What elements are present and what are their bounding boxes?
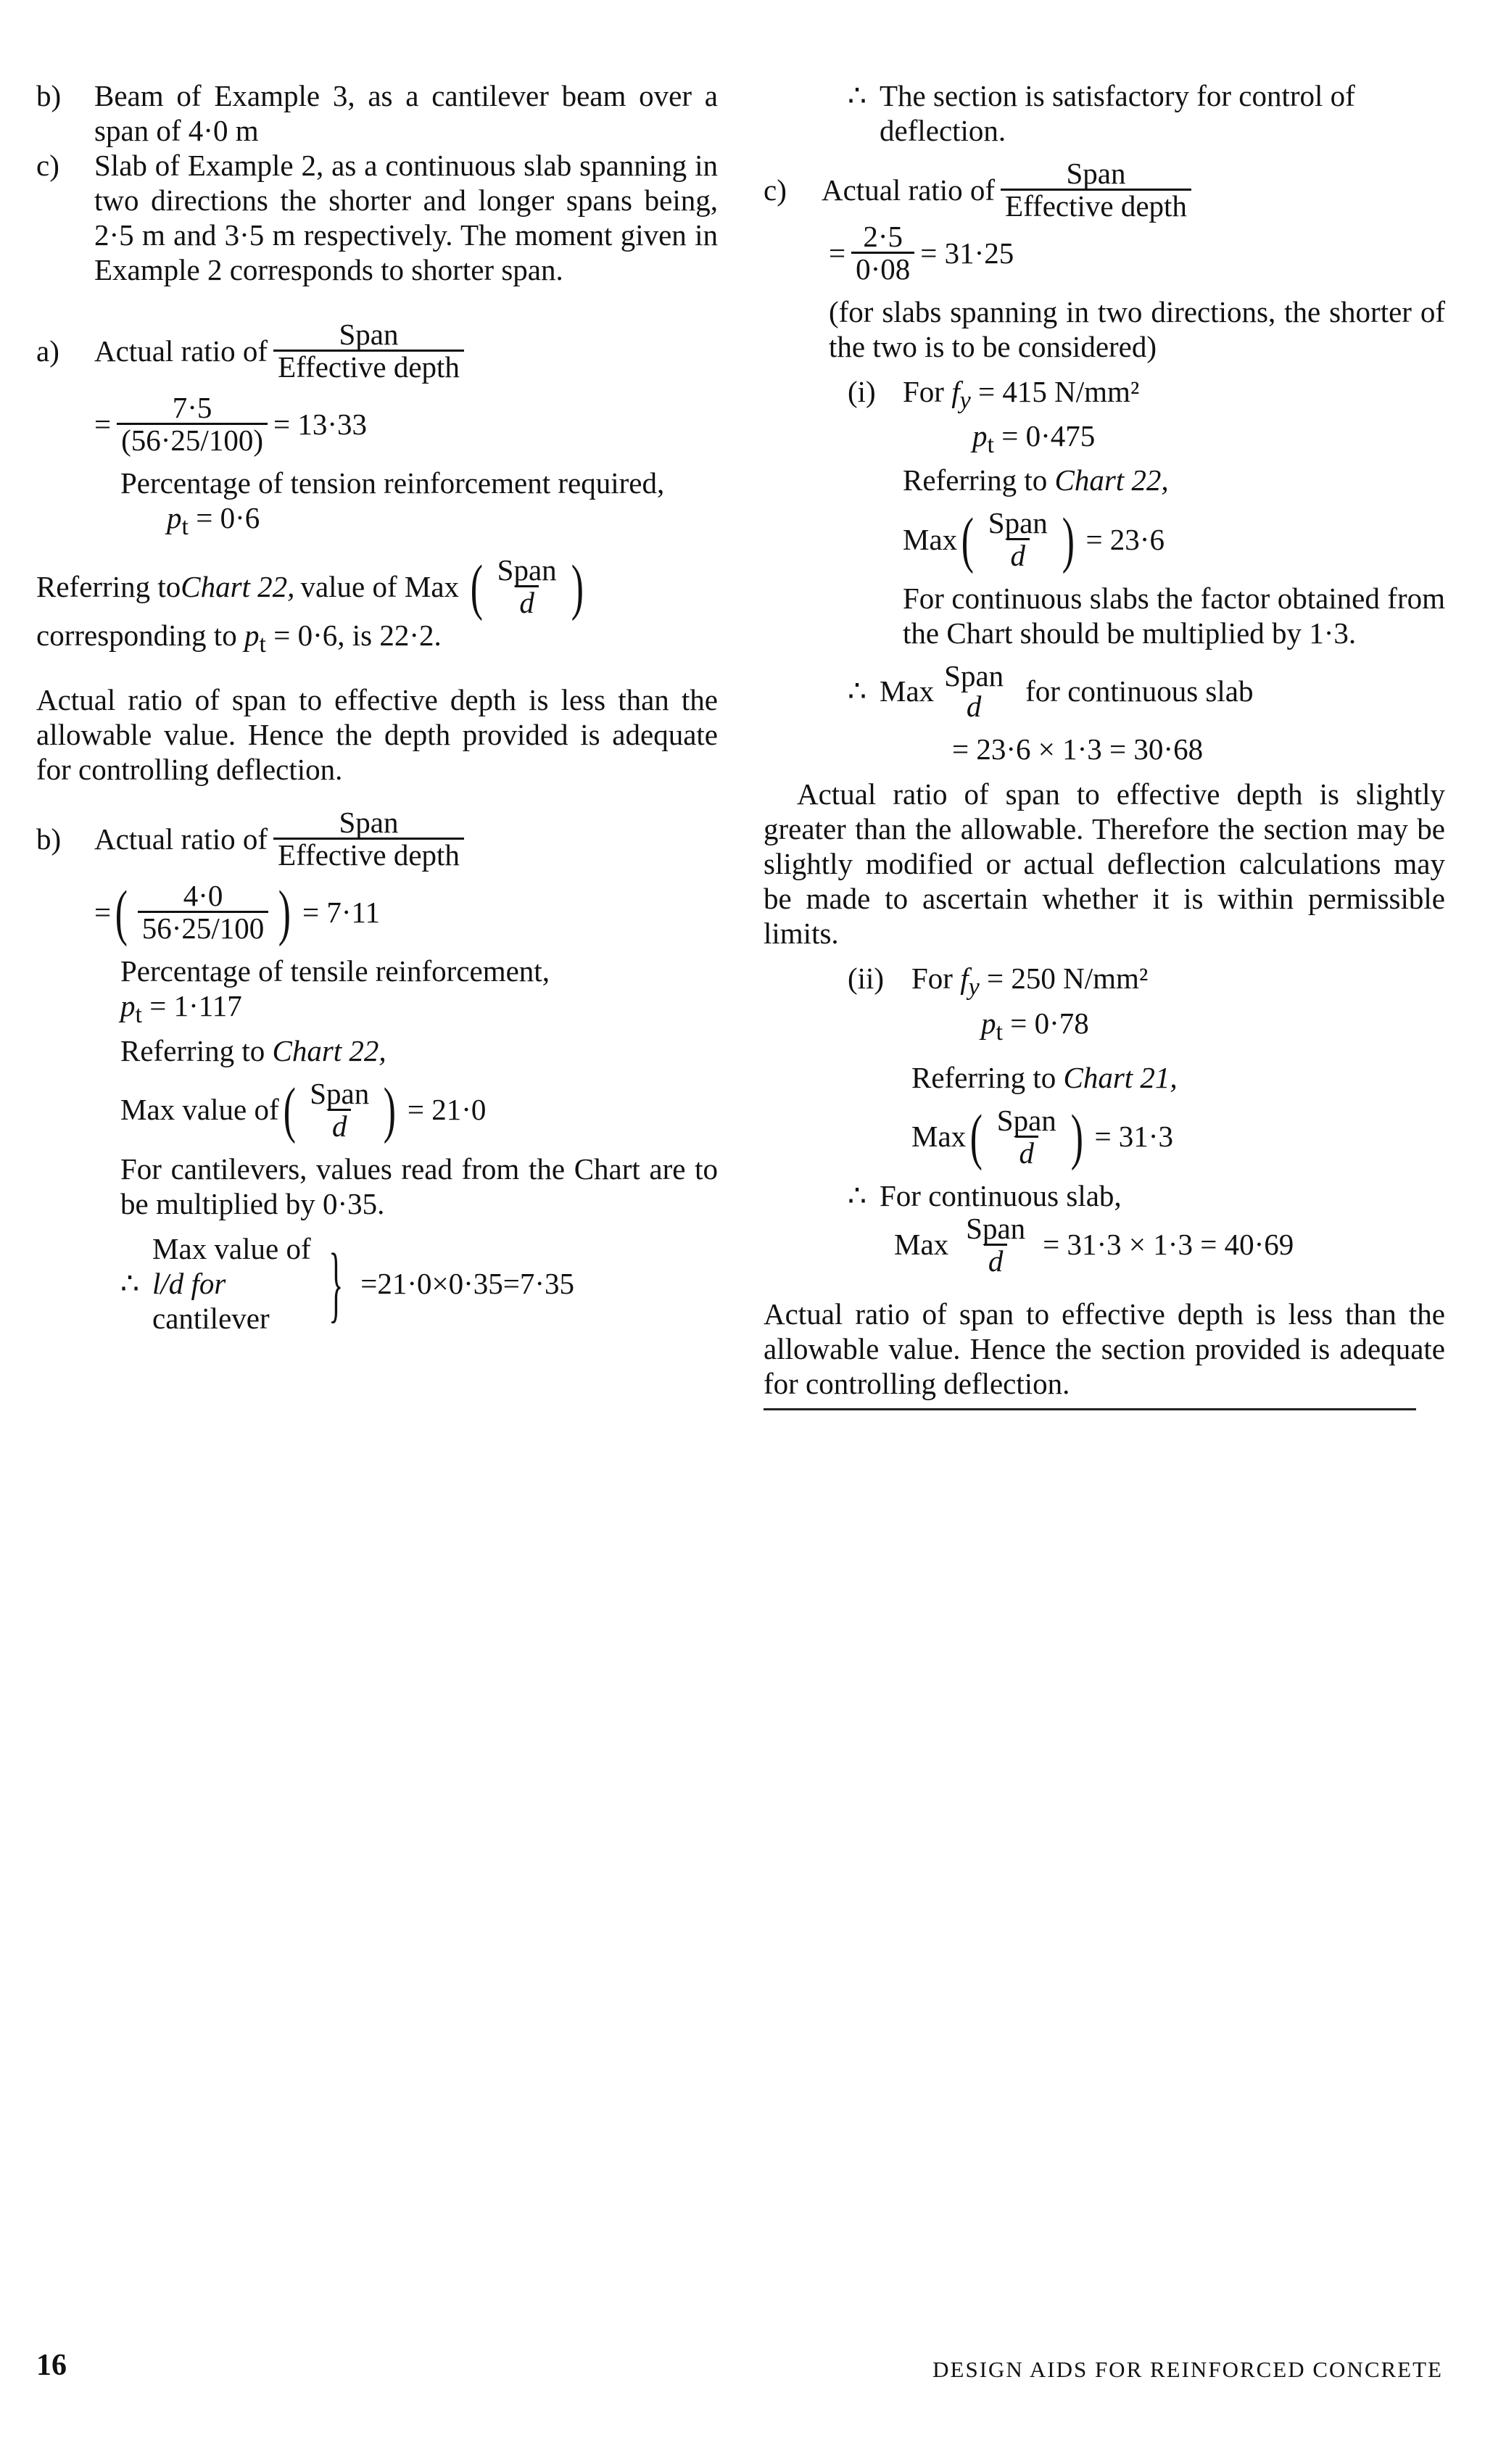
continuous-max-row: ∴ Max Span d for continuous slab: [848, 659, 1254, 724]
case-label: (ii): [848, 962, 885, 996]
factor-note: For continuous slabs the factor obtained from the Chart should be multiplied by 1·3.: [903, 582, 1445, 650]
item-label: b): [36, 822, 62, 856]
section-b-calc: = ( $\frac{4\cdot 0}{56\cdot 25/100}$ ) = 7·11: [94, 877, 380, 947]
item-label: c): [764, 173, 787, 207]
case-i: [764, 374, 1445, 650]
chart-reference: Referring to Chart 22,: [120, 1033, 386, 1067]
section-a-ratio: [36, 319, 718, 382]
continuous-slab-label: ∴ For continuous slab,: [848, 1178, 1122, 1212]
ratio-fraction: $\frac{\text{Span}}{\text{Effective depth}}$: [1001, 158, 1191, 221]
cantilever-lines: Max value of l/d for cantilever: [152, 1231, 311, 1335]
calc-fraction: $\frac{2\cdot 5}{0\cdot 08}$: [851, 221, 914, 284]
therefore-symbol: ∴: [120, 1266, 140, 1300]
calc-fraction: [117, 392, 268, 455]
pt-value: $p_t = 0\cdot 475$: [972, 419, 1096, 459]
span-d-fraction: $\frac{\text{Span}}{d}$: [497, 553, 557, 620]
chart-reference: Referring to Chart 21,: [911, 1060, 1178, 1094]
right-column: [764, 78, 1445, 1410]
ratio-intro: Actual ratio of: [94, 822, 268, 856]
item-c-slab: [36, 148, 718, 287]
ratio-intro: Actual ratio of: [94, 334, 268, 368]
case-ii: [764, 961, 1445, 1172]
pt-value: $p_t = 0\cdot 78$: [981, 1006, 1089, 1046]
corresponding-value: corresponding to $p_t = 0\cdot 6$, is 22·2.: [36, 619, 442, 658]
conclusion-ii: Actual ratio of span to effective depth is less than the allowable value. Hence the section provided is adequate for controlling deflection.: [764, 1297, 1445, 1400]
conclusion-i: Actual ratio of span to effective depth is slightly greater than the allowable. Therefore the section may be slightly modified or actual deflection calculations may be made to ascertain whether it is within permissible limits.: [764, 777, 1445, 951]
item-text: Beam of Example 3, as a cantilever beam over a span of 4·0 m: [94, 79, 718, 147]
cantilever-result: [36, 1231, 718, 1336]
fraction-numerator: Span: [339, 318, 399, 351]
page-number: 16: [36, 2349, 67, 2382]
chart-name: Chart 22,: [181, 569, 295, 603]
max-value-row: Max value of ( $\frac{\text{Span}}{d}$ ) = 21·0: [120, 1075, 487, 1145]
section-a-calc: [36, 392, 718, 455]
brace: }: [328, 1235, 343, 1331]
chart-reference: Referring to Chart 22, value of Max ( $\frac{\text{Span}}{d}$ ): [36, 551, 584, 621]
calc-fraction: $\frac{4\cdot 0}{56\cdot 25/100}$: [138, 880, 269, 943]
result-value: =21·0×0·35=7·35: [360, 1266, 575, 1300]
equals-sign: =: [94, 407, 112, 441]
item-b-beam: [36, 78, 718, 148]
case-label: (i): [848, 375, 876, 408]
continuous-max-calc: Max $\frac{\text{Span}}{d}$ = 31·3 × 1·3 = 40·69: [894, 1211, 1294, 1278]
item-text: Slab of Example 2, as a continuous slab spanning in two directions the shorter and longer spans being, 2·5 m and 3·5 m respectively. The moment given in Example 2 corresponds to shorter span.: [94, 149, 718, 286]
span-d-fraction: $\frac{\text{Span}}{d}$: [988, 506, 1048, 573]
fy-value: For $f_y = 250$ N/mm²: [911, 962, 1149, 1001]
item-label: c): [36, 149, 59, 182]
cantilever-note: For cantilevers, values read from the Chart are to be multiplied by 0·35.: [120, 1152, 718, 1220]
continuous-calc: = 23·6 × 1·3 = 30·68: [952, 732, 1204, 766]
calc-result: = 13·33: [273, 407, 368, 441]
max-row: Max ( $\frac{\text{Span}}{d}$ ) = 31·3: [911, 1101, 1173, 1172]
item-label: b): [36, 79, 62, 112]
satisfactory-note: ∴ The section is satisfactory for control of deflection.: [848, 79, 1355, 147]
running-title: DESIGN AIDS FOR REINFORCED CONCRETE: [932, 2357, 1443, 2382]
pt-value: $p_t = 1\cdot 117$: [120, 989, 242, 1029]
max-row: Max ( $\frac{\text{Span}}{d}$ ) = 23·6: [903, 504, 1165, 574]
span-d-fraction: $\frac{\text{Span}}{d}$: [310, 1076, 370, 1143]
span-d-fraction: $\frac{\text{Span}}{d}$: [966, 1211, 1026, 1278]
fraction-denominator: (56·25/100): [117, 423, 268, 455]
fraction-numerator: 7·5: [172, 391, 212, 424]
chart-reference: Referring to Chart 22,: [903, 463, 1169, 497]
two-way-note: (for slabs spanning in two directions, the shorter of the two is to be considered): [829, 295, 1445, 363]
tensile-percentage-text: Percentage of tensile reinforcement,: [120, 954, 550, 988]
fraction-denominator: Effective depth: [273, 350, 464, 382]
fy-value: For $f_y = 415$ N/mm²: [903, 375, 1140, 415]
item-label: a): [36, 334, 59, 368]
span-d-fraction: Span d: [944, 659, 1004, 724]
tension-percentage-text: Percentage of tension reinforcement required,: [120, 466, 665, 500]
pt-value: $p_t = 0\cdot 6$: [167, 501, 260, 541]
section-c-calc: = $\frac{2\cdot 5}{0\cdot 08}$ = 31·25: [829, 220, 1014, 286]
ratio-fraction: $\frac{\text{Span}}{\text{Effective depth}}$: [273, 807, 464, 870]
section-b-ratio: [36, 807, 718, 870]
section-c-ratio: c) Actual ratio of $\frac{\text{Span}}{\text{Effective depth}}$: [764, 158, 1445, 221]
span-d-fraction: $\frac{\text{Span}}{d}$: [996, 1103, 1056, 1170]
calc-result: = 7·11: [302, 895, 380, 929]
ratio-fraction: [273, 319, 464, 382]
left-column: [36, 78, 718, 1336]
section-rule: [764, 1408, 1416, 1410]
conclusion-a: Actual ratio of span to effective depth is less than the allowable value. Hence the depth provided is adequate for controlling deflection.: [36, 683, 718, 787]
